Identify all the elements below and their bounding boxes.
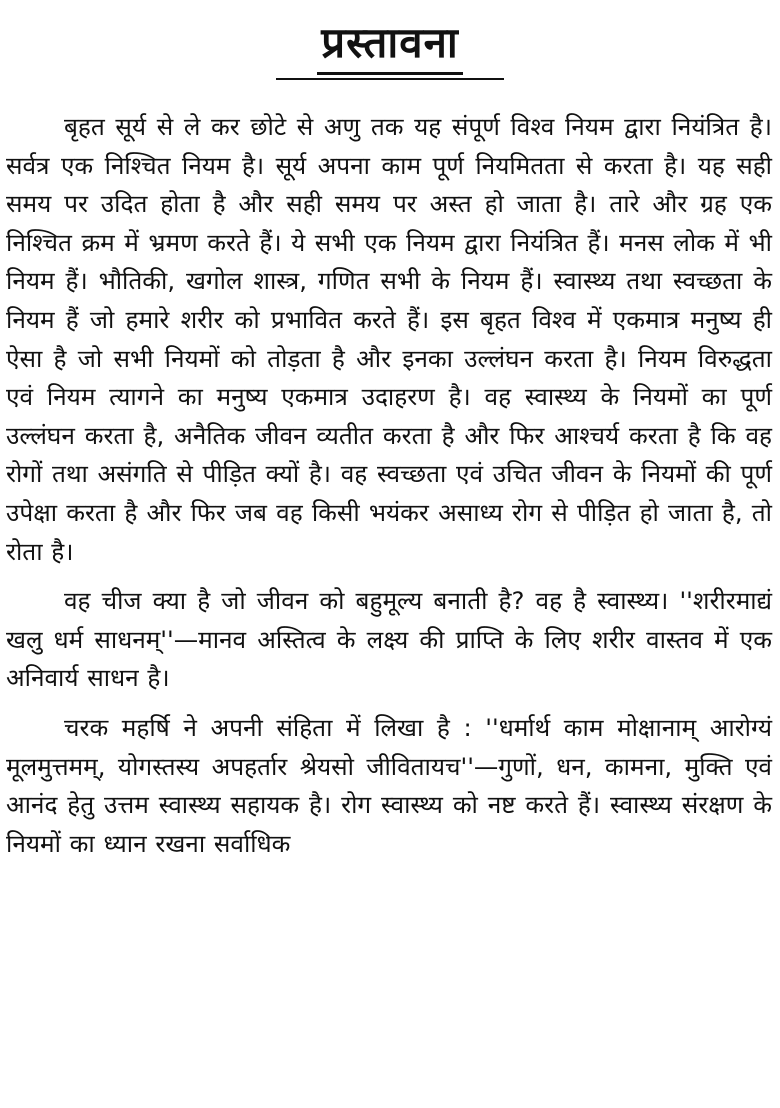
page-title: प्रस्तावना [317,18,463,75]
title-underline [276,78,504,80]
paragraph-1: बृहत सूर्य से ले कर छोटे से अणु तक यह संपूर्ण विश्व नियम द्वारा नियंत्रित है। सर्वत्र एक निश्चित नियम है। सूर्य अपना काम पूर्ण नियमितता से करता है। यह सही समय पर उदित होता है और सही समय पर अस्त हो जाता है। तारे और ग्रह एक निश्चित क्रम में भ्रमण करते हैं। ये सभी एक नियम द्वारा नियंत्रित हैं। मनस लोक में भी नियम हैं। भौतिकी, खगोल शास्त्र, गणित सभी के नियम हैं। स्वास्थ्य तथा स्वच्छता के नियम हैं जो हमारे शरीर को प्रभावित करते हैं। इस बृहत विश्व में एकमात्र मनुष्य ही ऐसा है जो सभी नियमों को तोड़ता है और इनका उल्लंघन करता है। नियम विरुद्धता एवं नियम त्यागने का मनुष्य एकमात्र उदाहरण है। वह स्वास्थ्य के नियमों का पूर्ण उल्लंघन करता है, अनैतिक जीवन व्यतीत करता है और फिर आश्चर्य करता है कि वह रोगों तथा असंगति से पीड़ित क्यों है। वह स्वच्छता एवं उचित जीवन के नियमों की पूर्ण उपेक्षा करता है और फिर जब वह किसी भयंकर असाध्य रोग से पीड़ित हो जाता है, तो रोता है। [6,112,772,566]
paragraph-3: चरक महर्षि ने अपनी संहिता में लिखा है : ''धर्मार्थ काम मोक्षानाम् आरोग्यं मूलमुत्तमम्, योगस्तस्य अपहर्तार श्रेयसो जीवितायच''—गुणों, धन, कामना, मुक्ति एवं आनंद हेतु उत्तम स्वास्थ्य सहायक है। रोग स्वास्थ्य को नष्ट करते हैं। स्वास्थ्य संरक्षण के नियमों का ध्यान रखना सर्वाधिक [6,712,772,858]
body-text [6,108,772,874]
title-block [0,18,780,80]
paragraph-2: वह चीज क्या है जो जीवन को बहुमूल्य बनाती है? वह है स्वास्थ्य। ''शरीरमाद्यं खलु धर्म साधनम्''—मानव अस्तित्व के लक्ष्य की प्राप्ति के लिए शरीर वास्तव में एक अनिवार्य साधन है। [6,586,772,693]
